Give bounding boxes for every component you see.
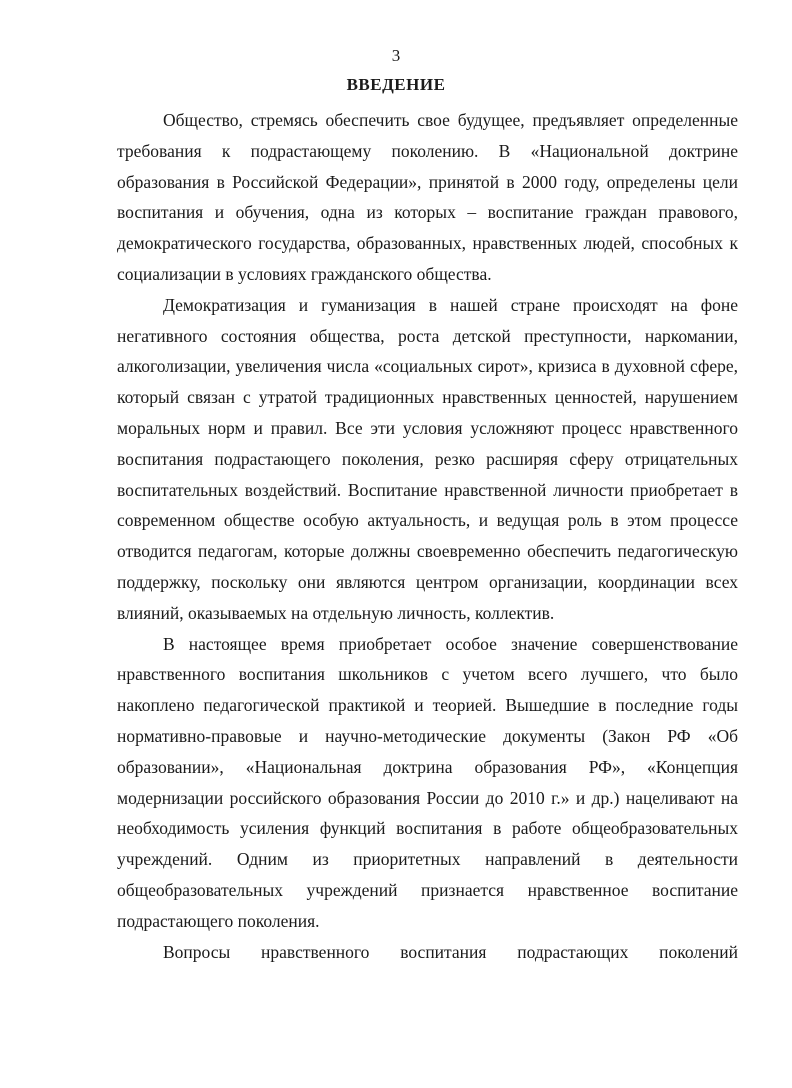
page-number: 3 — [391, 46, 401, 65]
paragraph-3: В настоящее время приобретает особое значение совершенствование нравственного воспитания школьников с учетом всего лучшего, что было накоплено педагогической практикой и теорией. Вышедшие в последние годы нормативно-правовые и научно-методические документы (Закон РФ «Об образовании», «Национальная доктрина образования РФ», «Концепция модернизации российского образования России до 2010 г.» и др.) нацеливают на необходимость усиления функций воспитания в работе общеобразовательных учреждений. Одним из приоритетных направлений в деятельности общеобразовательных учреждений признается нравственное воспитание подрастающего поколения. — [117, 633, 738, 931]
paragraph-2: Демократизация и гуманизация в нашей стране происходят на фоне негативного состояния общества, роста детской преступности, наркомании, алкоголизации, увеличения числа «социальных сирот», кризиса в духовной сфере, который связан с утратой традиционных нравственных ценностей, нарушением моральных норм и правил. Все эти условия усложняют процесс нравственного воспитания подрастающего поколения, резко расширяя сферу отрицательных воспитательных воздействий. Воспитание нравственной личности приобретает в современном обществе особую актуальность, и ведущая роль в этом процессе отводится педагогам, которые должны своевременно обеспечить педагогическую поддержку, поскольку они являются центром организации, координации всех влияний, оказываемых на отдельную личность, коллектив. — [117, 294, 738, 623]
paragraph-4: Вопросы нравственного воспитания подрастающих поколений — [163, 941, 738, 962]
paragraph-1: Общество, стремясь обеспечить свое будущее, предъявляет определенные требования к подрастающему поколению. В «Национальной доктрине образования в Российской Федерации», принятой в 2000 году, определены цели воспитания и обучения, одна из которых – воспитание граждан правового, демократического государства, образованных, нравственных людей, способных к социализации в условиях гражданского общества. — [117, 110, 738, 284]
body-text — [117, 105, 738, 967]
page-heading: ВВЕДЕНИЕ — [346, 75, 446, 94]
